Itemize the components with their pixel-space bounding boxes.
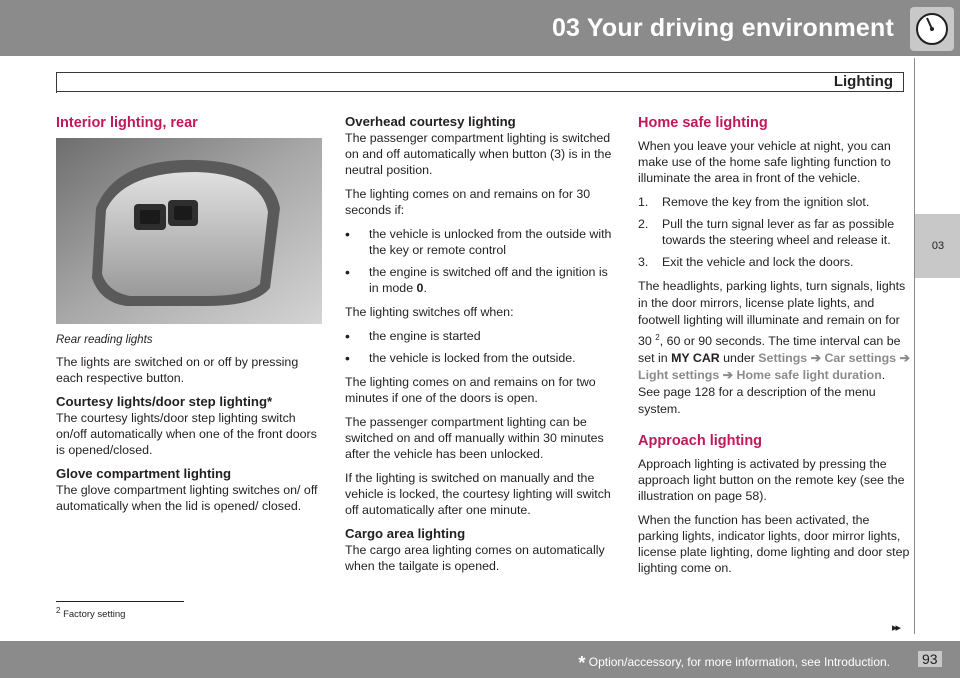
heading-approach-lighting: Approach lighting xyxy=(638,433,763,450)
paragraph: Approach lighting is activated by pressing the approach light button on the remote key (see the illustration on page 58). xyxy=(638,457,905,504)
paragraph-home-safe-duration xyxy=(638,278,910,418)
paragraph: The glove compartment lighting switches on/ off automatically when the lid is opened/ closed. xyxy=(56,483,318,513)
my-car-label: MY CAR xyxy=(671,351,720,366)
paragraph: The lighting comes on and remains on for 30 seconds if: xyxy=(345,187,591,217)
footnote xyxy=(56,606,125,620)
step-number: 3. xyxy=(638,255,649,269)
footnote-text: Factory setting xyxy=(63,609,126,621)
text: under xyxy=(719,351,759,366)
list-item: • the engine is started xyxy=(345,328,617,344)
chapter-tab xyxy=(914,214,960,278)
chapter-title: 03 Your driving environment xyxy=(551,14,894,42)
list-item xyxy=(638,194,910,210)
paragraph: The courtesy lights/door step lighting switch on/off automatically when one of the front doors is opened/closed. xyxy=(56,411,317,457)
header-bar xyxy=(0,0,960,56)
paragraph: If the lighting is switched on manually and the vehicle is locked, the courtesy lighting will switch off automatically after one minute. xyxy=(345,471,611,517)
chapter-tab-number: 03 xyxy=(931,240,945,252)
menu-path-settings: Settings xyxy=(758,351,808,366)
paragraph: When the function has been activated, the parking lights, indicator lights, door mirror lights, license plate lighting, dome lighting and door step lighting come on. xyxy=(638,513,910,576)
arrow-right-icon: ➔ xyxy=(896,351,910,366)
paragraph: The lighting switches off when: xyxy=(345,305,514,319)
steps-list xyxy=(638,194,910,270)
paragraph: The cargo area lighting comes on automatically when the tailgate is opened. xyxy=(345,543,605,573)
section-title: Lighting xyxy=(833,73,893,90)
column-2 xyxy=(345,114,617,582)
step-text: Remove the key from the ignition slot. xyxy=(662,195,870,209)
ignition-mode: 0 xyxy=(416,281,424,295)
step-number: 1. xyxy=(638,195,649,209)
heading-cargo-area: Cargo area lighting xyxy=(345,526,466,541)
text: , 60 or 90 seconds. The time interval can be set in xyxy=(638,334,901,366)
step-text: Pull the turn signal lever as far as possible towards the steering wheel and release it. xyxy=(662,217,895,247)
list-item xyxy=(638,216,910,248)
bullet-list xyxy=(345,226,617,296)
heading-glove-compartment: Glove compartment lighting xyxy=(56,466,232,481)
section-header-frame xyxy=(56,72,904,92)
footnote-rule xyxy=(56,601,184,602)
footer-note xyxy=(578,653,890,674)
heading-interior-lighting-rear: Interior lighting, rear xyxy=(56,115,198,131)
paragraph: The passenger compartment lighting can be switched on and off manually within 30 minutes after the vehicle has been unlocked. xyxy=(345,415,604,461)
continued-arrows-icon: ▸▸ xyxy=(892,622,900,634)
bullet-list xyxy=(345,328,617,366)
footnote-mark: 2 xyxy=(56,606,61,615)
rear-reading-lights-photo xyxy=(56,138,329,324)
menu-path-home-safe-light-duration: Home safe light duration xyxy=(736,368,882,383)
column-3 xyxy=(638,114,910,584)
paragraph: The passenger compartment lighting is switched on and off automatically when button (3) is in the neutral position. xyxy=(345,131,612,177)
footnote-ref: 2 xyxy=(655,333,660,342)
footer-note-text: Option/accessory, for more information, see Introduction. xyxy=(588,655,890,669)
list-item-text: the engine is switched off and the ignition is in mode xyxy=(369,265,608,295)
photo-code: G031418 xyxy=(323,288,329,313)
column-1 xyxy=(56,114,329,522)
list-item: • the vehicle is unlocked from the outside with the key or remote control xyxy=(345,226,617,258)
photo-caption: Rear reading lights xyxy=(56,334,153,346)
heading-courtesy-lights: Courtesy lights/door step lighting* xyxy=(56,394,273,409)
menu-path-car-settings: Car settings xyxy=(824,351,897,366)
list-item xyxy=(345,264,617,296)
paragraph: When you leave your vehicle at night, you can make use of the home safe lighting function to illuminate the area in front of the vehicle. xyxy=(638,139,891,185)
heading-home-safe-lighting: Home safe lighting xyxy=(638,115,768,131)
page-number: 93 xyxy=(918,651,942,667)
step-number: 2. xyxy=(638,217,649,231)
list-item-text: . xyxy=(423,281,427,295)
speedometer-icon xyxy=(910,7,954,51)
footer-bar xyxy=(0,641,960,678)
menu-path-light-settings: Light settings xyxy=(638,368,720,383)
asterisk: * xyxy=(578,653,586,673)
paragraph: The lights are switched on or off by pressing each respective button. xyxy=(56,355,299,385)
side-rule xyxy=(914,58,915,634)
list-item: • the vehicle is locked from the outside. xyxy=(345,350,617,366)
text: The headlights, parking lights, turn signals, lights in the door mirrors, license plate lights, and footwell lighting will illuminate and remain on for 30 xyxy=(638,279,906,349)
arrow-right-icon: ➔ xyxy=(807,351,825,366)
text: . See page 128 for a description of the menu system. xyxy=(638,368,886,417)
arrow-right-icon: ➔ xyxy=(719,368,737,383)
list-item xyxy=(638,254,910,270)
paragraph: The lighting comes on and remains on for two minutes if one of the doors is open. xyxy=(345,375,596,405)
heading-overhead-courtesy: Overhead courtesy lighting xyxy=(345,114,516,129)
step-text: Exit the vehicle and lock the doors. xyxy=(662,255,854,269)
